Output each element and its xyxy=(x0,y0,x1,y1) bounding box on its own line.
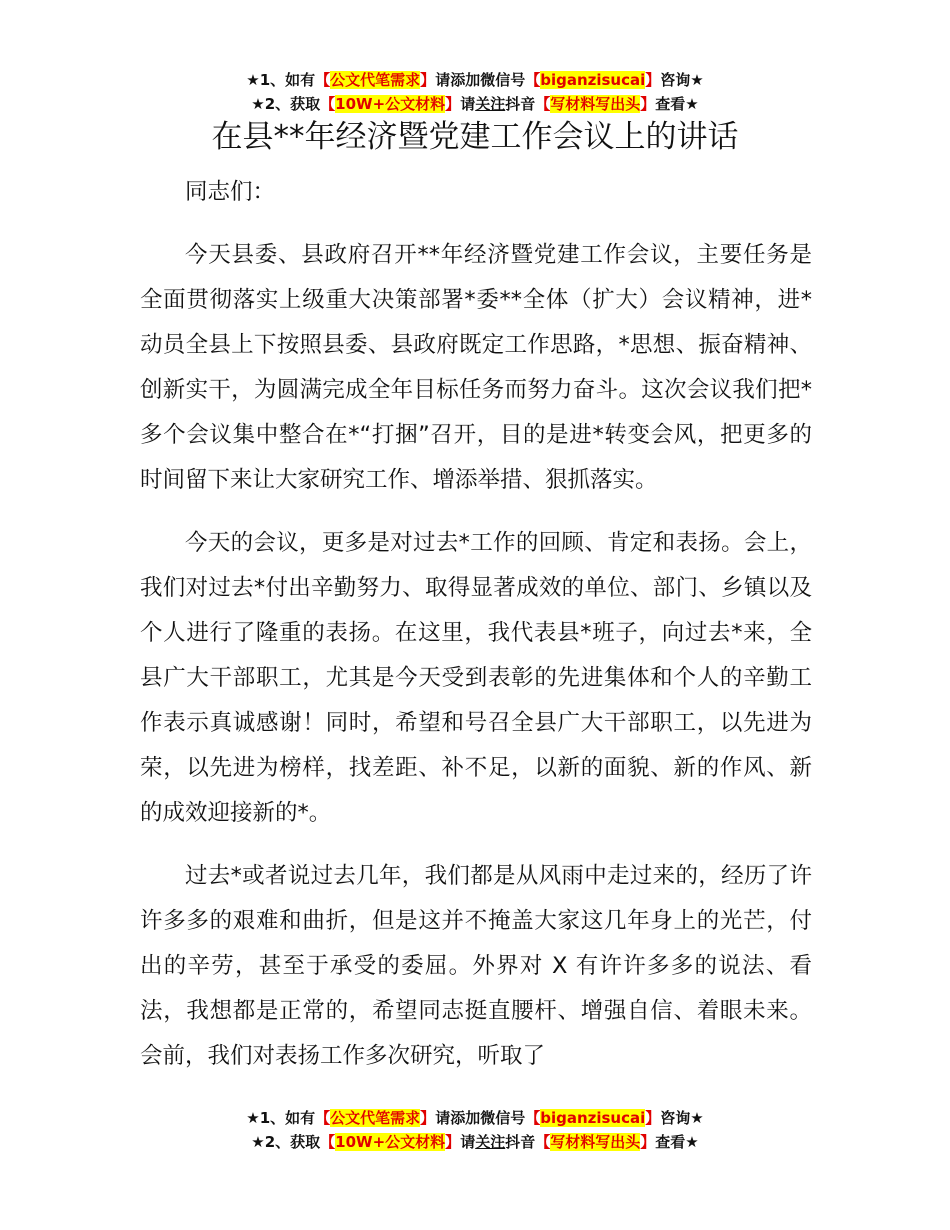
bracket: 【 xyxy=(525,71,541,89)
paragraph-3: 过去*或者说过去几年，我们都是从风雨中走过来的，经历了许许多多的艰难和曲折，但是这并不掩盖大家这几年身上的光芒，付出的辛劳，甚至于承受的委屈。外界对 X 有许许多多的说法、看法，我想都是正常的，希望同志挺直腰杆、增强自信、着眼未来。会前，我们对表扬工作多次研究，听取了 xyxy=(140,863,812,1069)
bracket: 【 xyxy=(535,95,551,113)
banner-text: ★2、获取 xyxy=(251,95,321,113)
banner-text: 请 xyxy=(460,95,476,113)
bracket: 】 xyxy=(420,1109,436,1127)
banner-text: 请添加微信号 xyxy=(435,1109,526,1127)
banner-line-1 xyxy=(0,1106,950,1130)
banner-text: 咨询★ xyxy=(660,71,704,89)
banner-line-2 xyxy=(0,92,950,116)
highlight-tag-writing-service: 公文代笔需求 xyxy=(330,71,421,89)
banner-text: 查看★ xyxy=(655,1133,699,1151)
bracket: 【 xyxy=(320,95,336,113)
highlight-tag-writing-service: 公文代笔需求 xyxy=(330,1109,421,1127)
banner-line-1 xyxy=(0,68,950,92)
highlight-tag-wechat-id: biganzisucai xyxy=(540,1109,646,1127)
banner-text: 咨询★ xyxy=(660,1109,704,1127)
bracket: 】 xyxy=(645,71,661,89)
banner-text: 请 xyxy=(460,1133,476,1151)
bracket: 】 xyxy=(445,95,461,113)
document-body xyxy=(140,170,812,1079)
banner-text: ★2、获取 xyxy=(251,1133,321,1151)
bracket: 】 xyxy=(645,1109,661,1127)
banner-text: ★1、如有 xyxy=(246,1109,316,1127)
highlight-tag-douyin-account: 写材料写出头 xyxy=(550,1133,641,1151)
salutation: 同志们： xyxy=(185,179,276,205)
banner-text: 抖音 xyxy=(505,1133,536,1151)
bracket: 】 xyxy=(640,1133,656,1151)
banner-text-underlined: 关注 xyxy=(475,1133,506,1151)
bracket: 】 xyxy=(420,71,436,89)
header-banner xyxy=(0,68,950,116)
banner-text: ★1、如有 xyxy=(246,71,316,89)
highlight-tag-materials: 10W+公文材料 xyxy=(335,95,446,113)
bracket: 】 xyxy=(445,1133,461,1151)
paragraph-2: 今天的会议，更多是对过去*工作的回顾、肯定和表扬。会上，我们对过去*付出辛勤努力、取得显著成效的单位、部门、乡镇以及个人进行了隆重的表扬。在这里，我代表县*班子，向过去*来，全县广大干部职工，尤其是今天受到表彰的先进集体和个人的辛勤工作表示真诚感谢！同时，希望和号召全县广大干部职工，以先进为荣，以先进为榜样，找差距、补不足，以新的面貌、新的作风、新的成效迎接新的*。 xyxy=(140,530,812,826)
banner-text: 请添加微信号 xyxy=(435,71,526,89)
paragraph-1: 今天县委、县政府召开**年经济暨党建工作会议，主要任务是全面贯彻落实上级重大决策部署*委**全体（扩大）会议精神，进*动员全县上下按照县委、县政府既定工作思路，*思想、振奋精神、创新实干，为圆满完成全年目标任务而努力奋斗。这次会议我们把*多个会议集中整合在*“打捆”召开，目的是进*转变会风，把更多的时间留下来让大家研究工作、增添举措、狠抓落实。 xyxy=(140,242,812,493)
banner-text-underlined: 关注 xyxy=(475,95,506,113)
banner-text: 查看★ xyxy=(655,95,699,113)
banner-text: 抖音 xyxy=(505,95,536,113)
bracket: 【 xyxy=(535,1133,551,1151)
bracket: 【 xyxy=(320,1133,336,1151)
document-title: 在县**年经济暨党建工作会议上的讲话 xyxy=(211,119,739,155)
bracket: 【 xyxy=(525,1109,541,1127)
highlight-tag-douyin-account: 写材料写出头 xyxy=(550,95,641,113)
bracket: 【 xyxy=(315,1109,331,1127)
bracket: 【 xyxy=(315,71,331,89)
banner-line-2 xyxy=(0,1130,950,1154)
highlight-tag-wechat-id: biganzisucai xyxy=(540,71,646,89)
highlight-tag-materials: 10W+公文材料 xyxy=(335,1133,446,1151)
footer-banner xyxy=(0,1106,950,1154)
bracket: 】 xyxy=(640,95,656,113)
